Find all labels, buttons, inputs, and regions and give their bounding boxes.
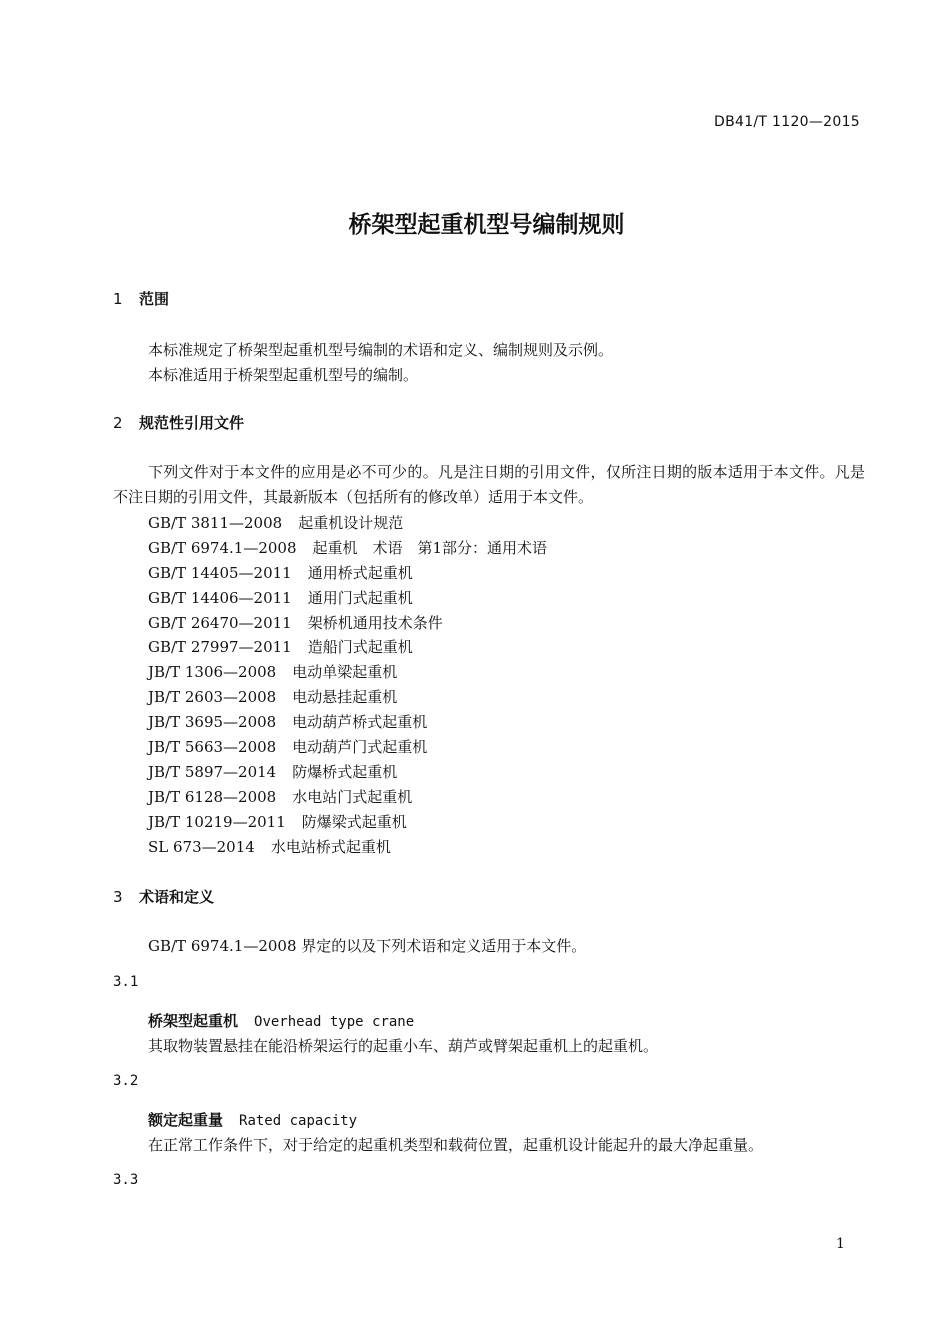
ref-code: JB/T 6128—2008 bbox=[148, 787, 277, 806]
ref-title: 造船门式起重机 bbox=[307, 638, 413, 657]
ref-code: SL 673—2014 bbox=[148, 837, 255, 856]
ref-code: JB/T 5897—2014 bbox=[148, 762, 277, 781]
list-item bbox=[148, 785, 547, 810]
list-item bbox=[148, 511, 547, 536]
ref-title: 起重机设计规范 bbox=[298, 514, 404, 532]
list-item bbox=[148, 835, 547, 860]
section-title: 规范性引用文件 bbox=[139, 414, 245, 432]
subsection-number: 3.2 bbox=[113, 1073, 139, 1089]
ref-title: 防爆桥式起重机 bbox=[292, 762, 398, 781]
list-item bbox=[148, 760, 547, 785]
ref-code: GB/T 6974.1—2008 bbox=[148, 538, 297, 557]
ref-title: 架桥机通用技术条件 bbox=[307, 613, 443, 632]
term-definition: 在正常工作条件下，对于给定的起重机类型和载荷位置，起重机设计能起升的最大净起重量。 bbox=[148, 1136, 764, 1154]
ref-title: 通用门式起重机 bbox=[307, 588, 413, 607]
term-english: Overhead type crane bbox=[254, 1014, 415, 1030]
standard-number: DB41/T 1120—2015 bbox=[714, 114, 860, 130]
normative-refs-intro: 下列文件对于本文件的应用是必不可少的。凡是注日期的引用文件，仅所注日期的版本适用于本文件。凡是不注日期的引用文件，其最新版本（包括所有的修改单）适用于本文件。 bbox=[113, 463, 865, 506]
section-number: 3 bbox=[113, 888, 123, 906]
ref-code: GB/T 27997—2011 bbox=[148, 638, 292, 657]
list-item bbox=[148, 561, 547, 586]
ref-code: JB/T 5663—2008 bbox=[148, 738, 277, 757]
page-number: 1 bbox=[836, 1236, 845, 1252]
ref-code: JB/T 10219—2011 bbox=[148, 812, 286, 831]
ref-title: 电动悬挂起重机 bbox=[292, 688, 398, 707]
list-item bbox=[148, 635, 547, 660]
ref-title: 水电站桥式起重机 bbox=[270, 837, 391, 856]
ref-title: 电动单梁起重机 bbox=[292, 663, 398, 682]
ref-code: JB/T 3695—2008 bbox=[148, 713, 277, 732]
term-english: Rated capacity bbox=[239, 1113, 358, 1129]
term-chinese: 桥架型起重机 bbox=[148, 1012, 239, 1030]
ref-title: 电动葫芦桥式起重机 bbox=[292, 713, 428, 732]
section-number: 1 bbox=[113, 290, 123, 308]
list-item bbox=[148, 735, 547, 760]
ref-code: JB/T 1306—2008 bbox=[148, 663, 277, 682]
scope-paragraph-2: 本标准适用于桥架型起重机型号的编制。 bbox=[148, 366, 419, 384]
ref-title: 通用桥式起重机 bbox=[307, 563, 413, 582]
list-item bbox=[148, 710, 547, 735]
scope-paragraph-1: 本标准规定了桥架型起重机型号编制的术语和定义、编制规则及示例。 bbox=[148, 341, 614, 359]
section-title: 范围 bbox=[139, 290, 170, 308]
list-item bbox=[148, 536, 547, 561]
ref-code: GB/T 14406—2011 bbox=[148, 588, 292, 607]
document-title: 桥架型起重机型号编制规则 bbox=[348, 212, 625, 238]
subsection-number: 3.3 bbox=[113, 1172, 139, 1188]
list-item bbox=[148, 685, 547, 710]
term-chinese: 额定起重量 bbox=[148, 1111, 224, 1129]
ref-code: GB/T 14405—2011 bbox=[148, 563, 292, 582]
section-title: 术语和定义 bbox=[139, 888, 215, 906]
list-item bbox=[148, 586, 547, 611]
section-number: 2 bbox=[113, 414, 123, 432]
term-definition: 其取物装置悬挂在能沿桥架运行的起重小车、葫芦或臂架起重机上的起重机。 bbox=[148, 1037, 659, 1055]
ref-code: GB/T 26470—2011 bbox=[148, 613, 292, 632]
terms-intro: GB/T 6974.1—2008 界定的以及下列术语和定义适用于本文件。 bbox=[148, 937, 587, 955]
ref-title: 起重机 术语 第1部分：通用术语 bbox=[312, 538, 548, 557]
ref-title: 电动葫芦门式起重机 bbox=[292, 738, 428, 757]
ref-title: 水电站门式起重机 bbox=[292, 787, 413, 806]
list-item bbox=[148, 810, 547, 835]
list-item bbox=[148, 611, 547, 636]
term-header bbox=[148, 1109, 357, 1130]
subsection-number: 3.1 bbox=[113, 974, 139, 990]
ref-title: 防爆梁式起重机 bbox=[301, 812, 407, 831]
reference-list bbox=[148, 511, 547, 859]
term-header bbox=[148, 1010, 414, 1031]
section-heading-scope bbox=[113, 288, 169, 309]
ref-code: JB/T 2603—2008 bbox=[148, 688, 277, 707]
section-heading-terms bbox=[113, 886, 214, 907]
ref-code: GB/T 3811—2008 bbox=[148, 514, 283, 532]
section-heading-normative-refs bbox=[113, 412, 244, 433]
list-item bbox=[148, 660, 547, 685]
